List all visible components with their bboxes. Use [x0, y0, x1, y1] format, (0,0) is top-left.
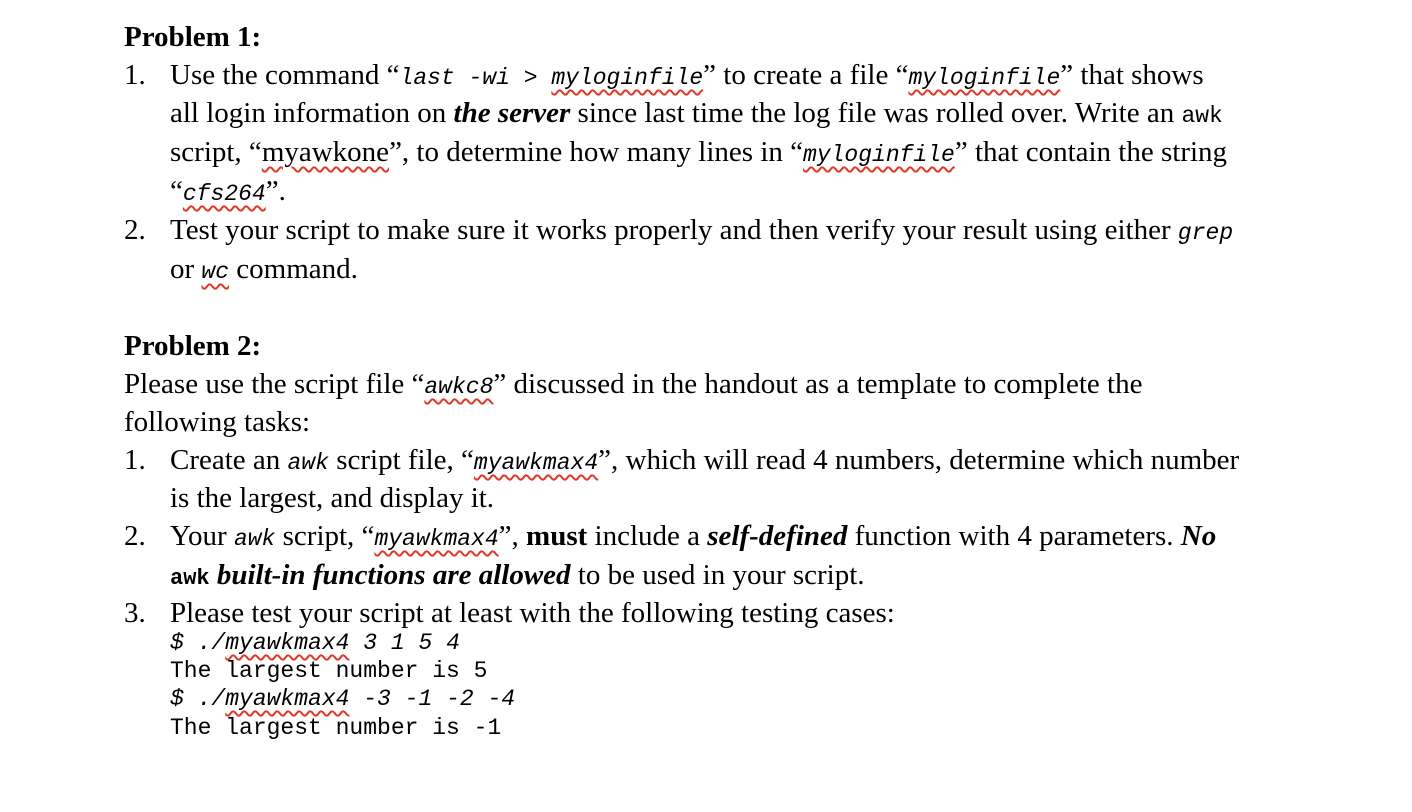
- problem2-heading: Problem 2:: [124, 330, 262, 362]
- problem1-item1-line1: Use the command “last -wi > myloginfile” to create a file “myloginfile” that shows: [170, 59, 1204, 91]
- problem2-item2-line1: Your awk script, “myawkmax4”, must include a self-defined function with 4 parameters. No: [170, 520, 1217, 552]
- code-line-output-2: The largest number is -1: [170, 715, 502, 741]
- problem2-item3-line1: Please test your script at least with the following testing cases:: [170, 597, 895, 629]
- command-text: last -wi >: [399, 65, 552, 91]
- problem1-item1-line3: script, “myawkone”, to determine how many lines in “myloginfile” that contain the string: [170, 136, 1228, 168]
- problem1-item1-line4: “cfs264”.: [170, 175, 286, 207]
- problem2-intro-line2: following tasks:: [124, 406, 311, 438]
- problem2-intro-line1: Please use the script file “awkc8” discussed in the handout as a template to complete the: [124, 368, 1143, 400]
- filename-text: myloginfile: [551, 65, 704, 91]
- problem1-item2-line1: Test your script to make sure it works properly and then verify your result using either grep: [170, 214, 1234, 246]
- problem1-item2-line2: or wc command.: [170, 253, 358, 285]
- problem2-item1-number: 1.: [124, 444, 146, 476]
- problem2-item2-line2: awk built-in functions are allowed to be used in your script.: [170, 559, 865, 591]
- problem1-heading: Problem 1:: [124, 21, 262, 53]
- problem2-item1-line2: is the largest, and display it.: [170, 482, 495, 514]
- problem2-item3-number: 3.: [124, 597, 146, 629]
- code-line-output-1: The largest number is 5: [170, 658, 488, 684]
- problem2-item2-number: 2.: [124, 520, 146, 552]
- problem1-item2-number: 2.: [124, 214, 146, 246]
- code-line-command-2: $ ./myawkmax4 -3 -1 -2 -4: [170, 686, 516, 712]
- problem1-item1-number: 1.: [124, 59, 146, 91]
- problem1-item1-line2: all login information on the server since last time the log file was rolled over. Write an awk: [170, 97, 1223, 129]
- code-line-command-1: $ ./myawkmax4 3 1 5 4: [170, 630, 460, 656]
- problem2-item1-line1: Create an awk script file, “myawkmax4”, which will read 4 numbers, determine which number: [170, 444, 1240, 476]
- filename-text: myloginfile: [908, 65, 1061, 91]
